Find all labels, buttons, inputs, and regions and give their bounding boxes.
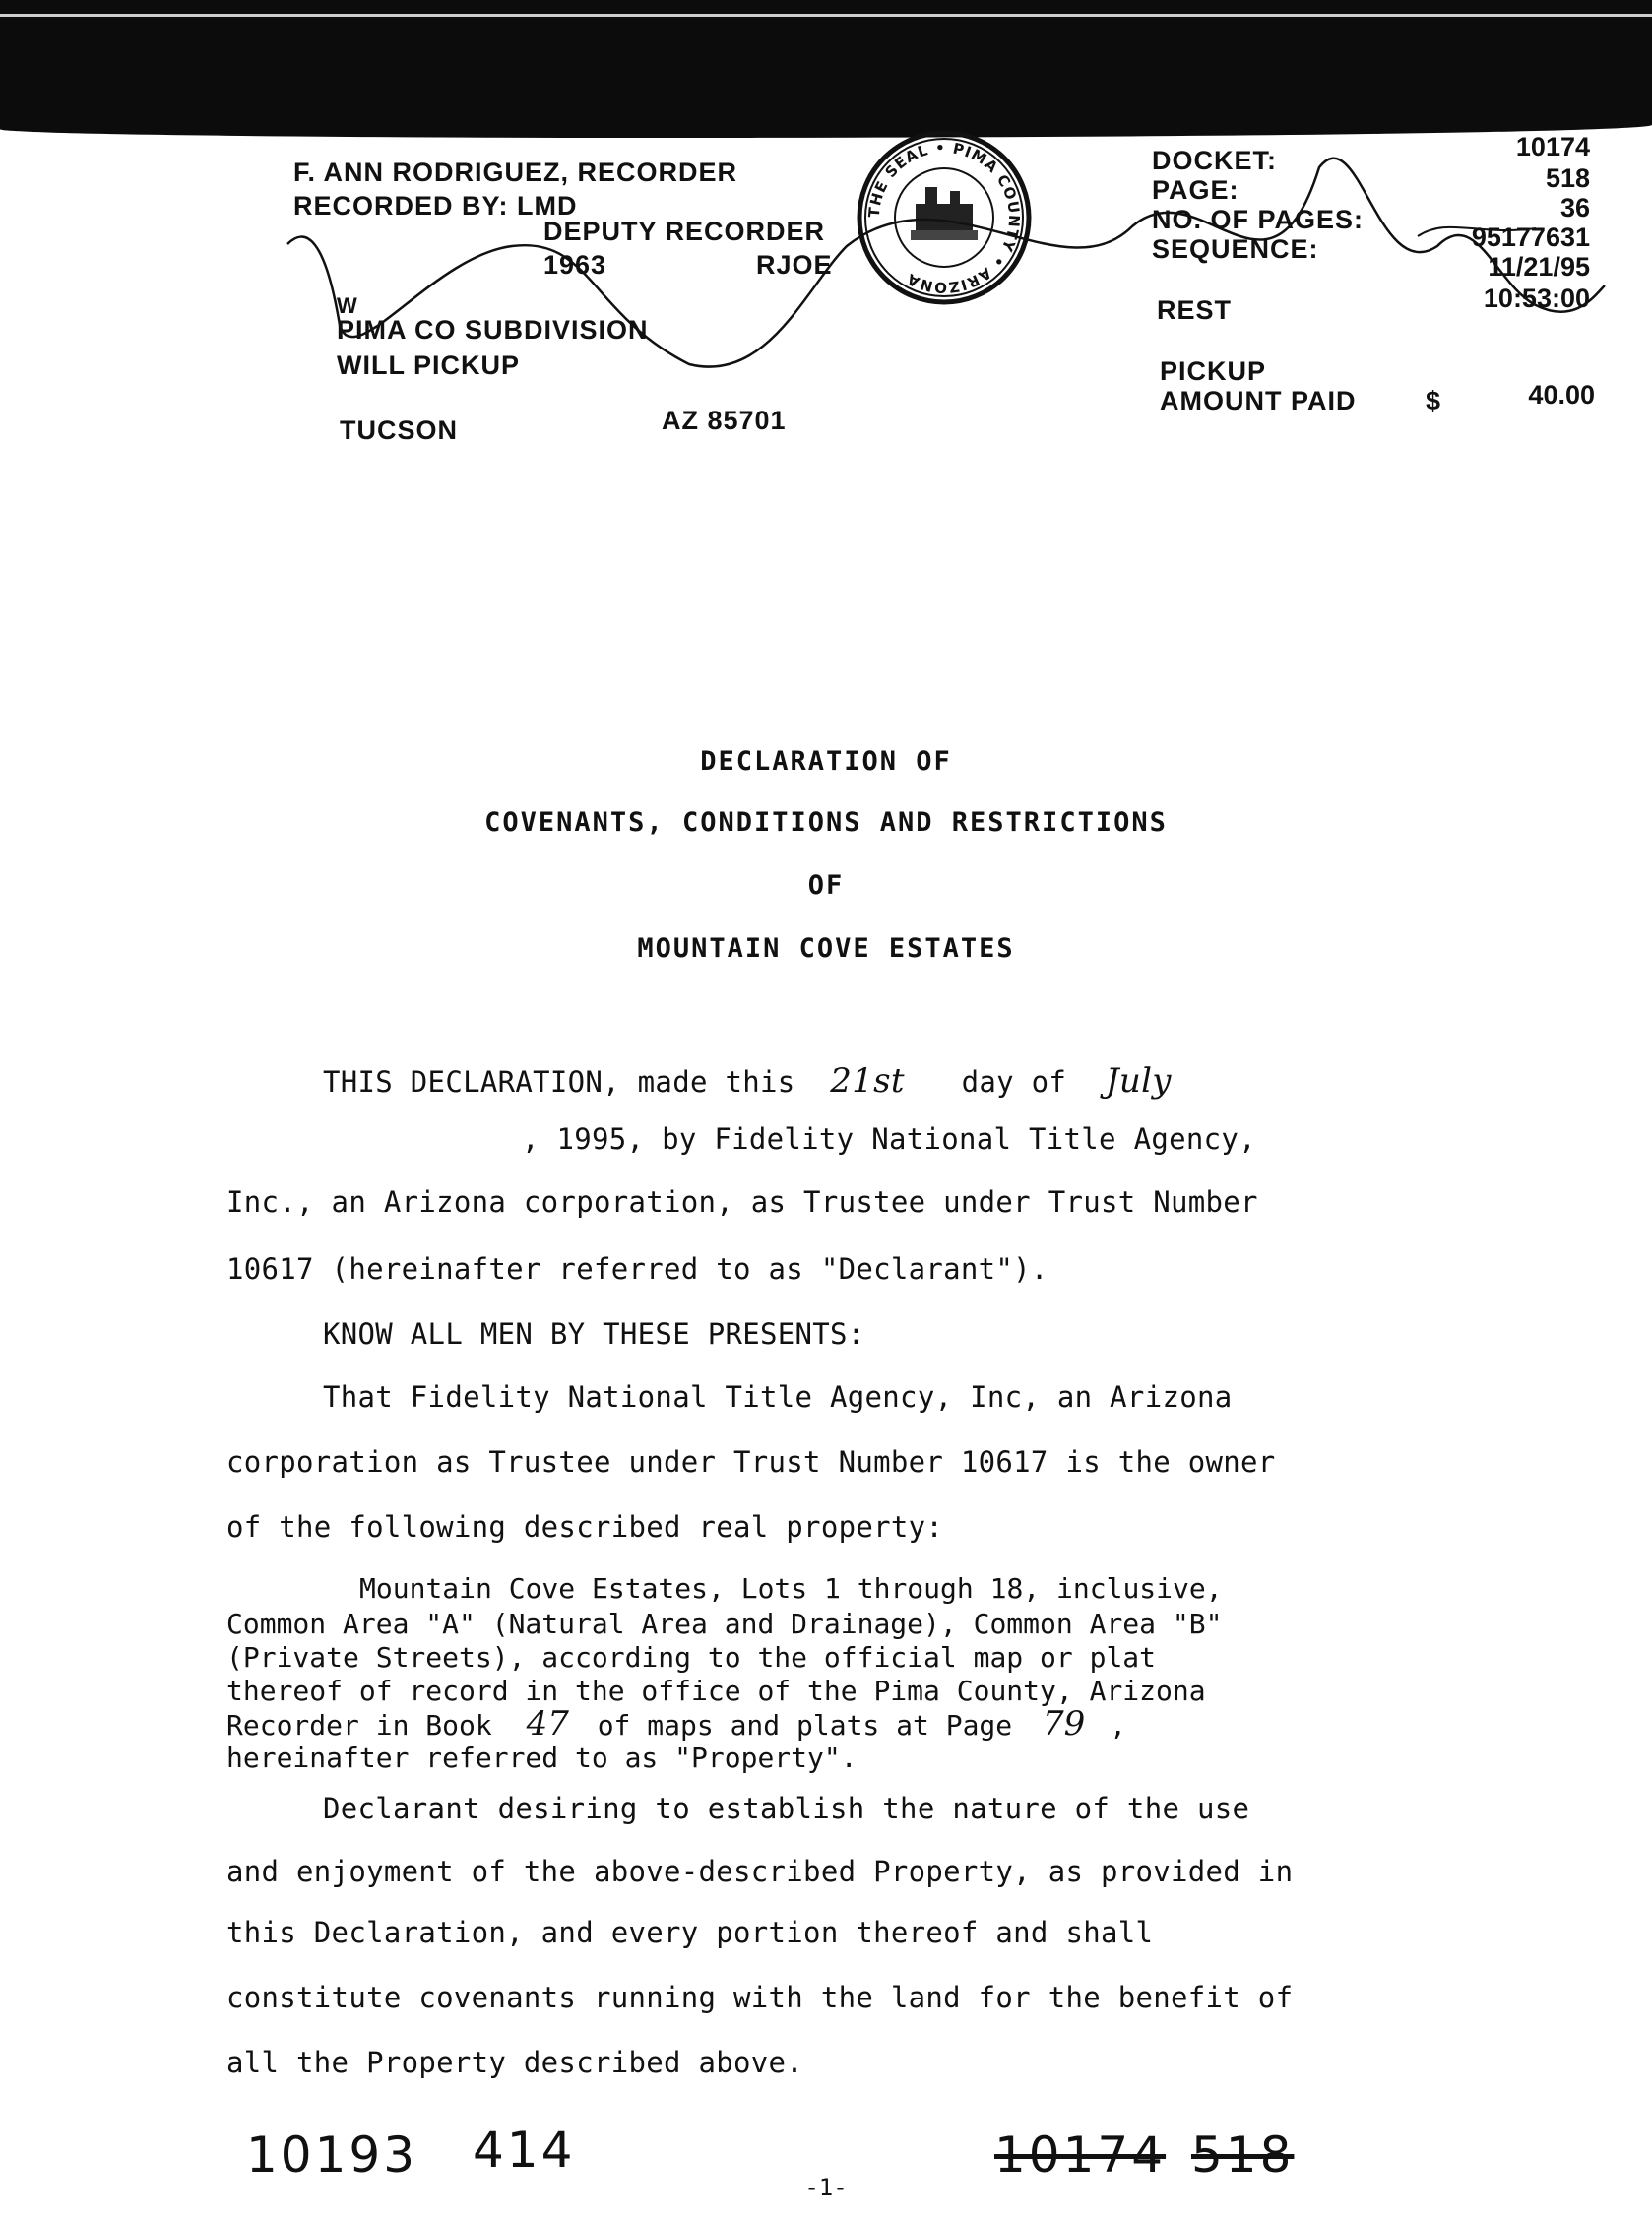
recorder-name: F. ANN RODRIGUEZ, RECORDER (293, 158, 738, 187)
page-number: -1- (804, 2174, 848, 2201)
party-pickup: WILL PICKUP (337, 350, 520, 380)
legal-line6: hereinafter referred to as "Property". (226, 1742, 858, 1774)
para4-line2: and enjoyment of the above-described Property, as provided in (226, 1855, 1294, 1888)
doc-title-line2: COVENANTS, CONDITIONS AND RESTRICTIONS (484, 807, 1168, 838)
legal-line5: Recorder in Book 47 of maps and plats at Page 79 , (226, 1704, 1126, 1744)
num-pages-value: 36 (1559, 193, 1590, 222)
sequence-value: 95177631 (1471, 222, 1590, 252)
doc-title-line3: OF (807, 870, 845, 901)
para4-line3: this Declaration, and every portion thereof and shall (226, 1916, 1154, 1949)
city: TUCSON (340, 415, 458, 445)
para3-line2: corporation as Trustee under Trust Number 10617 is the owner (226, 1445, 1276, 1479)
page-label: PAGE: (1152, 175, 1239, 205)
doc-title-line1: DECLARATION OF (700, 746, 952, 777)
para1-line2: , 1995, by Fidelity National Title Agency, (522, 1122, 1256, 1156)
new-docket-number: 10193 (246, 2126, 418, 2184)
para4-line5: all the Property described above. (226, 2046, 804, 2079)
para1-line4: 10617 (hereinafter referred to as "Declarant"). (226, 1252, 1048, 1286)
new-page-number: 414 (473, 2122, 576, 2179)
pickup-label: PICKUP (1160, 356, 1267, 386)
para4-line4: constitute covenants running with the land for the benefit of (226, 1981, 1294, 2014)
pima-county-seal (857, 130, 1032, 305)
legal-line1: Mountain Cove Estates, Lots 1 through 18, inclusive, (359, 1572, 1223, 1605)
page-value: 518 (1545, 163, 1590, 193)
recording-date: 11/21/95 (1488, 252, 1590, 282)
docket-label: DOCKET: (1152, 146, 1277, 175)
recording-time: 10:53:00 (1483, 284, 1590, 313)
legal-line4: thereof of record in the office of the Pima County, Arizona (226, 1675, 1206, 1707)
legal-line3: (Private Streets), according to the official map or plat (226, 1641, 1157, 1674)
docket-value: 10174 (1515, 132, 1590, 161)
book-number-filled: 47 (526, 1704, 569, 1744)
day-filled: 21st (830, 1061, 905, 1101)
rest-label: REST (1157, 295, 1233, 325)
page-number-filled: 79 (1043, 1704, 1086, 1744)
scan-top-border (0, 0, 1652, 118)
party-marker: W (337, 293, 358, 318)
amount-paid-value: 40.00 (1528, 380, 1595, 410)
amount-paid-label: AMOUNT PAID (1160, 386, 1357, 415)
deputy-recorder: DEPUTY RECORDER (543, 217, 826, 246)
para1-line3: Inc., an Arizona corporation, as Trustee under Trust Number (226, 1185, 1258, 1219)
state-zip: AZ 85701 (662, 406, 787, 435)
para3-line3: of the following described real property: (226, 1510, 944, 1544)
amount-currency: $ (1426, 386, 1442, 415)
deputy-number: 1963 (543, 250, 607, 280)
doc-title-line4: MOUNTAIN COVE ESTATES (637, 933, 1015, 964)
recorded-by: RECORDED BY: LMD (293, 191, 578, 221)
old-page-number: 518 (1191, 2126, 1295, 2184)
legal-line2: Common Area "A" (Natural Area and Drainage), Common Area "B" (226, 1608, 1223, 1640)
party-name: PIMA CO SUBDIVISION (337, 315, 649, 345)
num-pages-label: NO. OF PAGES: (1152, 205, 1365, 234)
deputy-code: RJOE (756, 250, 833, 280)
para1-line1: THIS DECLARATION, made this 21st day of July (323, 1061, 1172, 1101)
old-docket-number: 10174 (994, 2126, 1167, 2184)
seal-text: THE SEAL • PIMA COUNTY • ARIZONA (864, 138, 1024, 297)
para2-line1: KNOW ALL MEN BY THESE PRESENTS: (323, 1317, 865, 1351)
seal-icon (857, 130, 1032, 305)
month-filled: July (1105, 1061, 1172, 1101)
para3-line1: That Fidelity National Title Agency, Inc, an Arizona (323, 1380, 1233, 1414)
sequence-label: SEQUENCE: (1152, 234, 1319, 264)
para4-line1: Declarant desiring to establish the nature of the use (323, 1792, 1250, 1825)
